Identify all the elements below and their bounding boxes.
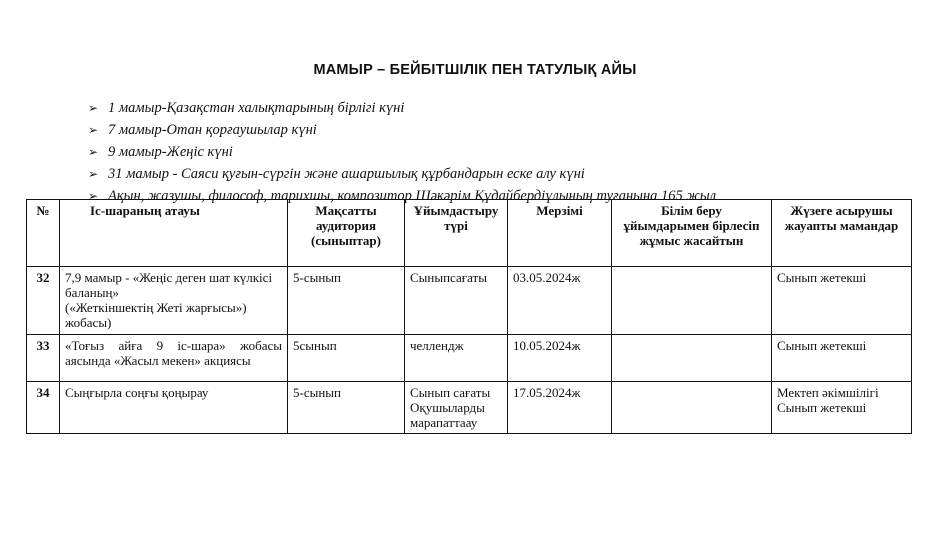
list-item-text: Ақын, жазушы, философ, тарихшы, композитор Шәкәрім Құдайбердіұлының туғанына 165 жыл bbox=[108, 187, 717, 204]
list-item-text: 7 мамыр-Отан қорғаушылар күні bbox=[108, 121, 317, 138]
header-audience: Мақсатты аудитория (сыныптар) bbox=[288, 200, 405, 267]
header-responsible: Жүзеге асырушы жауапты мамандар bbox=[772, 200, 912, 267]
cell-form bbox=[405, 382, 508, 434]
cell-responsible-line: Мектеп әкімшілігі bbox=[777, 385, 879, 400]
header-partners: Білім беру ұйымдарымен бірлесіп жұмыс жасайтын bbox=[612, 200, 772, 267]
cell-responsible: Сынып жетекші bbox=[772, 267, 912, 335]
cell-responsible bbox=[772, 382, 912, 434]
table-header-row bbox=[27, 200, 912, 267]
cell-audience: 5-сынып bbox=[288, 382, 405, 434]
table-row bbox=[27, 382, 912, 434]
cell-date: 10.05.2024ж bbox=[508, 335, 612, 382]
cell-name-line: («Жеткіншектің Жеті жарғысы») жобасы) bbox=[65, 300, 247, 330]
header-num: № bbox=[27, 200, 60, 267]
arrow-bullet-icon: ➢ bbox=[88, 122, 99, 137]
cell-audience: 5сынып bbox=[288, 335, 405, 382]
cell-partners bbox=[612, 382, 772, 434]
cell-form-line: Сынып сағаты bbox=[410, 385, 491, 400]
cell-partners bbox=[612, 267, 772, 335]
cell-name-line: 7,9 мамыр - «Жеңіс деген шат күлкісі баланың» bbox=[65, 270, 273, 300]
cell-form: челлендж bbox=[405, 335, 508, 382]
list-item-text: 9 мамыр-Жеңіс күні bbox=[108, 143, 233, 160]
cell-partners bbox=[612, 335, 772, 382]
cell-responsible: Сынып жетекші bbox=[772, 335, 912, 382]
cell-name: «Тоғыз айға 9 іс-шара» жобасы аясында «Жасыл мекен» акциясы bbox=[60, 335, 288, 382]
arrow-bullet-icon: ➢ bbox=[88, 166, 99, 181]
cell-name bbox=[60, 267, 288, 335]
holiday-list bbox=[88, 97, 716, 207]
cell-form-line: Оқушыларды марапаттаау bbox=[410, 400, 485, 430]
list-item bbox=[88, 119, 716, 141]
header-name: Іс-шараның атауы bbox=[60, 200, 288, 267]
list-item bbox=[88, 163, 716, 185]
cell-num: 32 bbox=[27, 267, 60, 335]
list-item-text: 1 мамыр-Қазақстан халықтарының бірлігі күні bbox=[108, 99, 405, 116]
cell-num: 34 bbox=[27, 382, 60, 434]
list-item-text: 31 мамыр - Саяси қуғын-сүргін және ашаршылық құрбандарын еске алу күні bbox=[108, 165, 585, 182]
header-date: Мерзімі bbox=[508, 200, 612, 267]
cell-date: 17.05.2024ж bbox=[508, 382, 612, 434]
cell-date: 03.05.2024ж bbox=[508, 267, 612, 335]
arrow-bullet-icon: ➢ bbox=[88, 100, 99, 115]
cell-responsible-line: Сынып жетекші bbox=[777, 400, 867, 415]
table-row bbox=[27, 335, 912, 382]
cell-name: Сыңғырла соңғы қоңырау bbox=[60, 382, 288, 434]
events-table bbox=[26, 199, 912, 434]
list-item bbox=[88, 141, 716, 163]
cell-form: Сыныпсағаты bbox=[405, 267, 508, 335]
arrow-bullet-icon: ➢ bbox=[88, 144, 99, 159]
table-row bbox=[27, 267, 912, 335]
page-title: МАМЫР – БЕЙБІТШІЛІК ПЕН ТАТУЛЫҚ АЙЫ bbox=[313, 62, 637, 78]
list-item bbox=[88, 97, 716, 119]
header-form: Ұйымдастыру түрі bbox=[405, 200, 508, 267]
arrow-bullet-icon: ➢ bbox=[88, 188, 99, 203]
cell-audience: 5-сынып bbox=[288, 267, 405, 335]
cell-num: 33 bbox=[27, 335, 60, 382]
